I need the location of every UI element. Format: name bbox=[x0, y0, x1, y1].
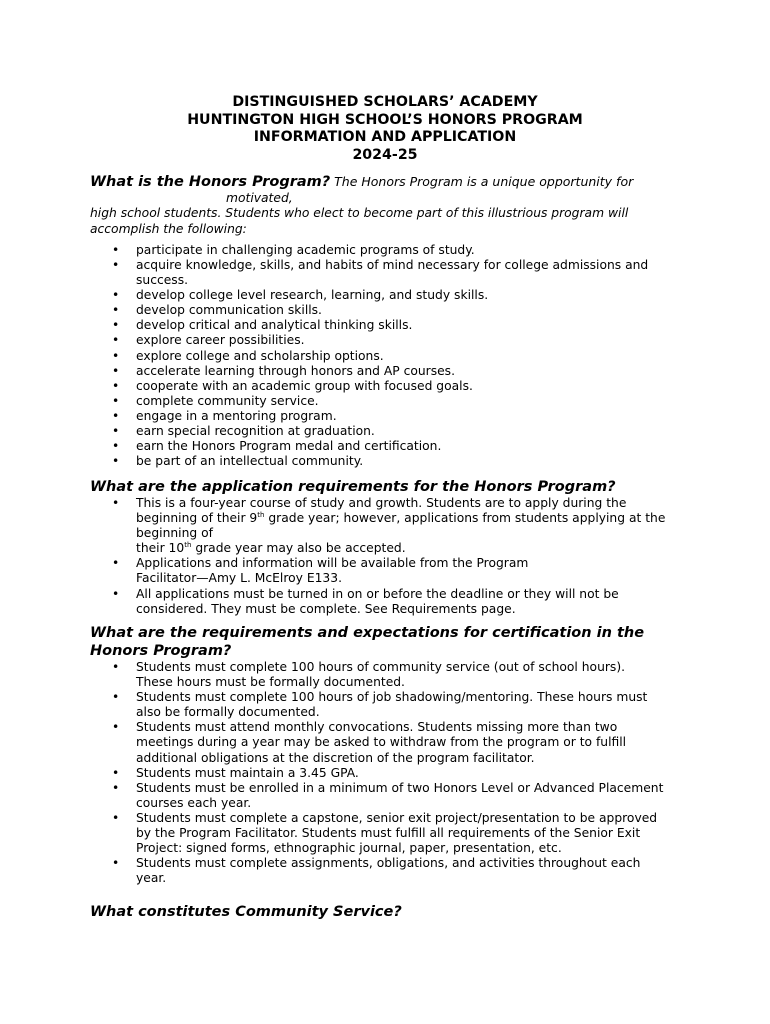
bullet-icon: • bbox=[112, 454, 120, 469]
list-item-text: Project: signed forms, ethnographic journal, paper, presentation, etc. bbox=[136, 841, 562, 856]
heading-line: What are the requirements and expectations for certification in the bbox=[90, 625, 645, 641]
document-title bbox=[0, 94, 770, 165]
list-item bbox=[90, 364, 690, 379]
list-item-text: complete community service. bbox=[136, 393, 319, 408]
title-line-program: HUNTINGTON HIGH SCHOOL’S HONORS PROGRAM bbox=[187, 111, 583, 128]
list-item-text: Students must complete 100 hours of community service (out of school hours). bbox=[136, 660, 626, 674]
list-item bbox=[90, 333, 690, 348]
intro-paragraph bbox=[90, 173, 690, 237]
list-item-text: Students must complete assignments, obligations, and activities throughout each bbox=[136, 856, 641, 871]
intro-text: high school students. Students who elect to become part of this illustrious program will bbox=[90, 206, 629, 221]
list-item bbox=[90, 556, 690, 586]
bullet-icon: • bbox=[112, 348, 120, 363]
title-line-academy: DISTINGUISHED SCHOLARS’ ACADEMY bbox=[232, 94, 538, 110]
section-application-requirements bbox=[90, 478, 690, 617]
bullet-icon: • bbox=[112, 660, 120, 674]
bullet-icon: • bbox=[112, 856, 120, 871]
bullet-icon: • bbox=[112, 424, 120, 439]
bullet-icon: • bbox=[112, 408, 120, 423]
list-item bbox=[90, 660, 690, 690]
list-item bbox=[90, 424, 690, 439]
list-item bbox=[90, 349, 690, 364]
list-item-text: by the Program Facilitator. Students must fulfill all requirements of the Senior Exit bbox=[136, 826, 641, 841]
list-item-text: This is a four-year course of study and growth. Students are to apply during the bbox=[136, 496, 627, 510]
list-item bbox=[90, 766, 690, 781]
bullet-icon: • bbox=[112, 586, 120, 601]
list-item-text: earn the Honors Program medal and certification. bbox=[136, 439, 442, 454]
list-item-text: These hours must be formally documented. bbox=[136, 675, 405, 690]
list-item bbox=[90, 439, 690, 454]
bullet-icon: • bbox=[112, 378, 120, 393]
bullet-list bbox=[90, 496, 690, 617]
ordinal-suffix: th bbox=[184, 541, 192, 550]
list-item-text: Students must be enrolled in a minimum of two Honors Level or Advanced Placement bbox=[136, 780, 664, 795]
section-heading bbox=[90, 624, 690, 660]
section-heading: What are the application requirements for the Honors Program? bbox=[90, 479, 616, 495]
list-item-text: beginning of bbox=[136, 526, 213, 541]
list-item bbox=[90, 409, 690, 424]
list-item-text: Students must attend monthly convocations. Students missing more than two bbox=[136, 720, 618, 735]
list-item bbox=[90, 811, 690, 856]
list-item bbox=[90, 720, 690, 765]
list-item-text: their 10th grade year may also be accepted. bbox=[136, 541, 406, 556]
list-item-text: Students must maintain a 3.45 GPA. bbox=[136, 765, 359, 780]
list-item-text: meetings during a year may be asked to withdraw from the program or to fulfill bbox=[136, 735, 627, 750]
bullet-icon: • bbox=[112, 556, 120, 571]
list-item bbox=[90, 288, 690, 303]
ordinal-suffix: th bbox=[257, 511, 265, 519]
list-item bbox=[90, 454, 690, 469]
list-item-text: engage in a mentoring program. bbox=[136, 408, 337, 423]
list-item-text: be part of an intellectual community. bbox=[136, 454, 364, 469]
list-item bbox=[90, 781, 690, 811]
list-item-text: develop communication skills. bbox=[136, 303, 322, 318]
list-item-text: Applications and information will be available from the Program bbox=[136, 556, 529, 571]
bullet-icon: • bbox=[112, 720, 120, 735]
bullet-list bbox=[90, 243, 690, 469]
bullet-icon: • bbox=[112, 690, 120, 705]
bullet-icon: • bbox=[112, 242, 120, 257]
list-item-text: accelerate learning through honors and AP courses. bbox=[136, 363, 455, 378]
section-heading: What is the Honors Program? bbox=[90, 174, 331, 190]
bullet-icon: • bbox=[112, 439, 120, 454]
list-item-text: participate in challenging academic programs of study. bbox=[136, 242, 475, 257]
section-community-service bbox=[90, 903, 690, 921]
bullet-icon: • bbox=[112, 363, 120, 378]
bullet-icon: • bbox=[112, 318, 120, 333]
list-item-text: also be formally documented. bbox=[136, 705, 320, 720]
list-item bbox=[90, 587, 690, 617]
list-item bbox=[90, 379, 690, 394]
intro-text: The Honors Program is a unique opportunity for bbox=[334, 174, 634, 189]
intro-text: motivated, bbox=[226, 191, 293, 205]
list-item bbox=[90, 318, 690, 333]
heading-line: Honors Program? bbox=[90, 643, 232, 659]
list-item bbox=[90, 394, 690, 409]
section-what-is-honors bbox=[90, 173, 690, 469]
list-item-text: beginning of their 9th grade year; however, applications from students applying at the bbox=[136, 511, 666, 526]
section-certification-requirements bbox=[90, 624, 690, 886]
list-item bbox=[90, 258, 690, 288]
intro-text: accomplish the following: bbox=[90, 221, 247, 236]
list-item-text: additional obligations at the discretion of the program facilitator. bbox=[136, 750, 535, 765]
list-item-text: explore career possibilities. bbox=[136, 333, 305, 348]
list-item-text: year. bbox=[136, 871, 167, 886]
bullet-icon: • bbox=[112, 333, 120, 348]
list-item-text: All applications must be turned in on or before the deadline or they will not be bbox=[136, 586, 619, 601]
section-heading: What constitutes Community Service? bbox=[90, 904, 402, 920]
list-item bbox=[90, 690, 690, 720]
list-item bbox=[90, 856, 690, 886]
list-item-text: Facilitator—Amy L. McElroy E133. bbox=[136, 571, 342, 586]
bullet-icon: • bbox=[112, 496, 120, 510]
list-item-text: develop college level research, learning, and study skills. bbox=[136, 288, 489, 303]
list-item-text: explore college and scholarship options. bbox=[136, 348, 384, 363]
bullet-icon: • bbox=[112, 780, 120, 795]
bullet-icon: • bbox=[112, 393, 120, 408]
bullet-icon: • bbox=[112, 257, 120, 272]
bullet-icon: • bbox=[112, 303, 120, 318]
list-item-text: acquire knowledge, skills, and habits of mind necessary for college admissions and bbox=[136, 257, 649, 272]
bullet-icon: • bbox=[112, 765, 120, 780]
list-item-text: courses each year. bbox=[136, 795, 252, 810]
list-item-text: considered. They must be complete. See Requirements page. bbox=[136, 601, 516, 616]
title-line-year: 2024-25 bbox=[352, 147, 418, 164]
list-item bbox=[90, 496, 690, 556]
list-item-text: develop critical and analytical thinking skills. bbox=[136, 318, 413, 333]
list-item-text: Students must complete a capstone, senior exit project/presentation to be approved bbox=[136, 810, 658, 825]
list-item-text: Students must complete 100 hours of job shadowing/mentoring. These hours must bbox=[136, 690, 648, 705]
list-item bbox=[90, 303, 690, 318]
bullet-list bbox=[90, 660, 690, 886]
list-item-text: earn special recognition at graduation. bbox=[136, 424, 375, 439]
list-item-text: success. bbox=[136, 273, 189, 288]
list-item-text: cooperate with an academic group with focused goals. bbox=[136, 378, 473, 393]
bullet-icon: • bbox=[112, 288, 120, 303]
bullet-icon: • bbox=[112, 810, 120, 825]
title-line-info: INFORMATION AND APPLICATION bbox=[253, 129, 517, 146]
list-item bbox=[90, 243, 690, 258]
